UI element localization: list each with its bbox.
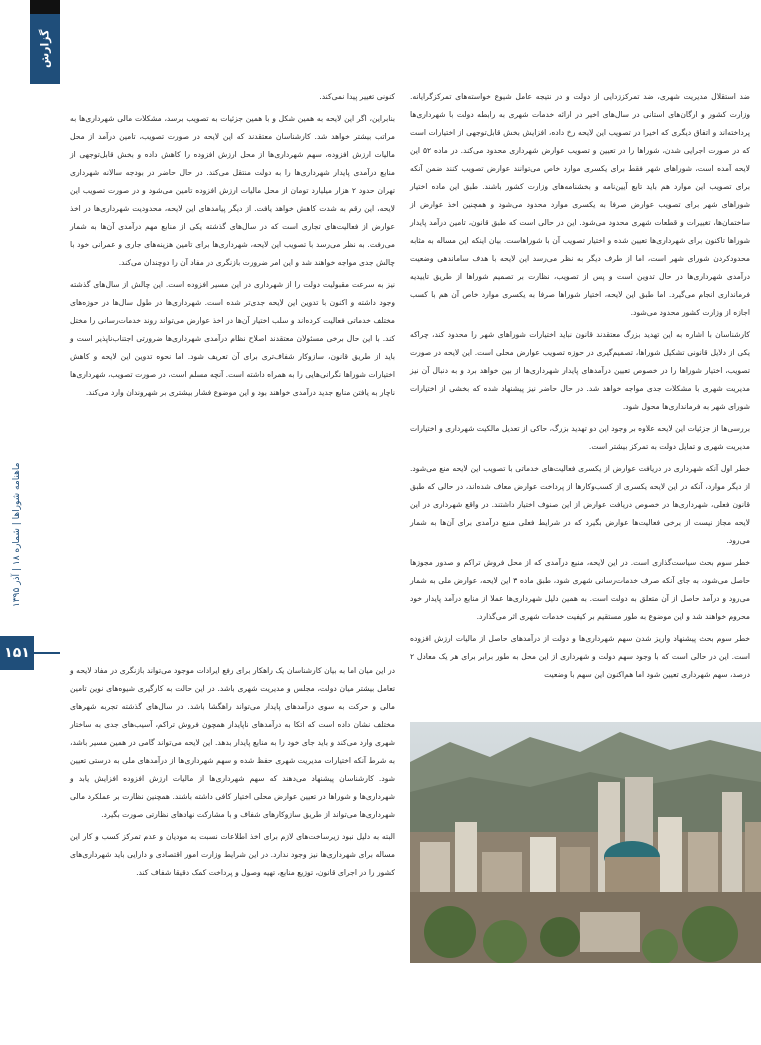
section-tab (30, 0, 60, 84)
page-sidebar (0, 0, 60, 1045)
body-paragraph: البته به دلیل نبود زیرساخت‌های لازم برای اخذ اطلاعات نسبت به مودیان و عدم تمرکز کسب و کار این مساله برای شهرداری‌ها نیز وجود ندارد. در این شرایط وزارت امور اقتصادی و دارایی باید شهرداری‌های کشور را در اجرای قانون، توزیع منابع، تهیه وصول و پرداخت کمک دقیقا شفاف کند. (70, 832, 395, 877)
city-skyline-image (410, 722, 761, 963)
page-number-rule (34, 652, 60, 654)
body-paragraph: نیز به سرعت مقبولیت دولت را از شهرداری در این مسیر افزوده است. این چالش از سال‌های گذشته وجود داشته و اکنون با تدوین این لایحه جدی‌تر شده است. شهرداری‌ها در طول سال‌ها در حوزه‌های مختلف خدماتی فعالیت کرده‌اند و سلب اختیار آن‌ها در اخذ عوارض می‌تواند روند خدمات‌رسانی را مختل کند. با این حال برخی مسئولان معتقدند اصلاح نظام درآمدی شهرداری‌ها ضرورتی اجتناب‌ناپذیر است و باید از طریق قانون، سازوکار شفاف‌تری برای آن تعریف شود. اما نحوه تدوین این لایحه و کاهش اختیارات شوراها نگرانی‌هایی را به همراه داشته است. آنچه مسلم است، در صورت تصویب، شهرداری‌ها ناچار به یافتن منابع جدید درآمدی خواهند بود و این موضوع فشار بیشتری بر شهروندان وارد می‌کند. (70, 280, 395, 397)
body-paragraph: در این میان اما به بیان کارشناسان یک راهکار برای رفع ایرادات موجود می‌تواند بازنگری در مفاد لایحه و تعامل بیشتر میان دولت، مجلس و مدیریت شهری باشد. در این حالت به کارگیری شیوه‌های نوین تامین مالی و حرکت به سوی درآمدهای پایدار می‌تواند راهگشا باشد. در سال‌های گذشته تجربه شهرهای مختلف نشان داده است که اتکا به درآمدهای ناپایدار همچون فروش تراکم، آسیب‌های جدی به ساختار شهری وارد می‌کند و باید جای خود را به منابع پایدار بدهد. این لایحه می‌تواند گامی در همین مسیر باشد، به شرط آنکه اختیارات مدیریت شهری حفظ شده و سهم شهرداری‌ها از درآمدهای ملی به درستی تعیین شود. کارشناسان پیشنهاد می‌دهند که سهم شهرداری‌ها از مالیات ارزش افزوده افزایش یابد و شهرداری‌ها و شوراها در تعیین عوارض محلی اختیار کافی داشته باشند. همچنین نظارت بر عملکرد مالی شهرداری‌ها می‌تواند از طریق سازوکارهای شفاف و با مشارکت نهادهای نظارتی صورت بگیرد. (70, 666, 395, 819)
left-column-lower (70, 662, 395, 886)
body-paragraph: کارشناسان با اشاره به این تهدید بزرگ معتقدند قانون نباید اختیارات شوراهای شهر را محدود کند، چراکه یکی از دلایل قانونی تشکیل شوراها، تصمیم‌گیری در حوزه تصویب عوارض محلی است. این لایحه در صورت تصویب، اختیار شوراها را در خصوص تعیین درآمدهای پایدار شهرداری‌ها از بین خواهد برد و به دنبال آن نیز مدیریت شهری با مشکلات جدی مواجه خواهد شد. در حال حاضر نیز پیشنهاد شده که بخشی از اختیارات شورای شهر به فرمانداری‌ها محول شود. (410, 330, 750, 411)
body-paragraph: خطر اول آنکه شهرداری در دریافت عوارض از یکسری فعالیت‌های خدماتی با تصویب این لایحه منع می‌شود. از دیگر موارد، آنکه در این لایحه یکسری از کسب‌وکارها از پرداخت عوارض معاف شده‌اند، در حالی که طبق قانون فعلی، شهرداری‌ها در خصوص دریافت عوارض از این صنوف اختیار داشتند. در واقع شهرداری در این لایحه مجاز نیست از برخی فعالیت‌ها عوارض بگیرد که در شرایط فعلی منبع درآمدی برای آن‌ها به شمار می‌رود. (410, 464, 750, 545)
left-column (70, 88, 395, 406)
page-number: ۱۵۱ (0, 636, 34, 670)
right-column (410, 88, 750, 688)
body-paragraph: خطر سوم بحث سیاست‌گذاری است. در این لایحه، منبع درآمدی که از محل فروش تراکم و صدور مجوزها حاصل می‌شود، به جای آنکه صرف خدمات‌رسانی شهری شود، طبق ماده ۳ این لایحه، عوارض ملی به شمار می‌رود و درآمد حاصل از آن متعلق به دولت است. به همین دلیل شهرداری‌ها عملا از منابع درآمد پایدار خود محروم خواهند شد و این موضوع به طور مستقیم بر کیفیت خدمات شهری اثر می‌گذارد. (410, 558, 750, 621)
body-paragraph: ضد استقلال مدیریت شهری، ضد تمرکززدایی از دولت و در نتیجه عامل شیوع خواسته‌های تمرکزگرایانه. وزارت کشور و ارگان‌های استانی در سال‌های اخیر در ارائه خدمات شهری به رابطه دولت با شهرداری‌ها پرداخته‌اند و اتفاق دیگری که اخیرا در تصویب این لایحه رخ داده، افزایش بخش قابل‌توجهی از اختیارات است که در صورت اجرایی شدن، شوراها را در تعیین و تصویب عوارض شهرداری محدود می‌کند. در ماده ۵۲ این لایحه آمده است، شوراهای شهر فقط برای یکسری موارد خاص می‌توانند عوارض تصویب کنند ضمن آنکه برای تصویب این موارد هم باید تابع آیین‌نامه و بخشنامه‌های وزارت کشور باشند. طبق این ماده اختیار شوراهای شهر برای تصویب عوارض صرفا به یکسری موارد محدود می‌شود و همچنین اخذ عوارض از ساختمان‌ها، تغییرات و قطعات شهری محدود می‌شود. این در حالی است که طبق قانون، تامین درآمد پایدار شوراها تاکنون برای شهرداری‌ها تعیین شده و اختیار تصویب آن با شوراهاست. بیان اینکه این مساله به مثابه محدودکردن شورای شهر است، اما از طرف دیگر به نظر می‌رسد این لایحه با هدف ساماندهی وضعیت درآمدی شهرداری‌ها در حال تدوین است و پس از تصویب، نظارت بر تصمیم شوراها از طریق تاییدیه فرمانداری انجام می‌گیرد. اما طبق این لایحه، اختیار شوراها صرفا به یکسری موارد خاص آن هم با کسب اجازه از وزارت کشور محدود می‌شود. (410, 92, 750, 317)
body-paragraph: بررسی‌ها از جزئیات این لایحه علاوه بر وجود این دو تهدید بزرگ، حاکی از تعدیل مالکیت شهرداری و اختیارات مدیریت شهری و تمایل دولت به تمرکز بیشتر است. (410, 424, 750, 451)
body-paragraph: بنابراین، اگر این لایحه به همین شکل و با همین جزئیات به تصویب برسد، مشکلات مالی شهرداری‌ها به مراتب بیشتر خواهد شد. کارشناسان معتقدند که این لایحه در صورت تصویب، تامین درآمد از محل مالیات ارزش افزوده، سهم شهرداری‌ها از محل ارزش افزوده را کاهش داده و بخش قابل‌توجهی از منابع درآمدی پایدار شهرداری‌ها را به دولت منتقل می‌کند. در حال حاضر در بودجه سالانه شهرداری تهران حدود ۲ هزار میلیارد تومان از محل مالیات ارزش افزوده تامین می‌شود و در صورت تصویب این لایحه، این رقم به شدت کاهش خواهد یافت. از دیگر پیامدهای این لایحه، محدودیت شهرداری‌ها در اخذ عوارض از فعالیت‌های تجاری است که در سال‌های گذشته یکی از منابع مهم درآمدی آن‌ها به شمار می‌رفت. به نظر می‌رسد با تصویب این لایحه، شهرداری‌ها برای تامین هزینه‌های جاری و عمرانی خود با چالش جدی مواجه خواهند شد و این امر ضرورت بازنگری در مفاد آن را دوچندان می‌کند. (70, 114, 396, 267)
body-paragraph: کنونی تغییر پیدا نمی‌کند. (319, 92, 395, 101)
section-label: گزارش (38, 29, 52, 69)
issue-info: ماهنامه شوراها | شماره ۱۸ | آذر ۱۳۹۵ (12, 462, 22, 608)
city-photo (410, 722, 761, 963)
body-paragraph: خطر سوم بحث پیشنهاد واریز شدن سهم شهرداری‌ها و دولت از درآمدهای حاصل از مالیات ارزش افزوده است. این در حالی است که با وجود سهم دولت و شهرداری از این محل به طور برابر برای هر یک معادل ۲ درصد، سهم شهرداری تعیین شود اما هم‌اکنون این سهم با وضعیت (410, 634, 750, 679)
